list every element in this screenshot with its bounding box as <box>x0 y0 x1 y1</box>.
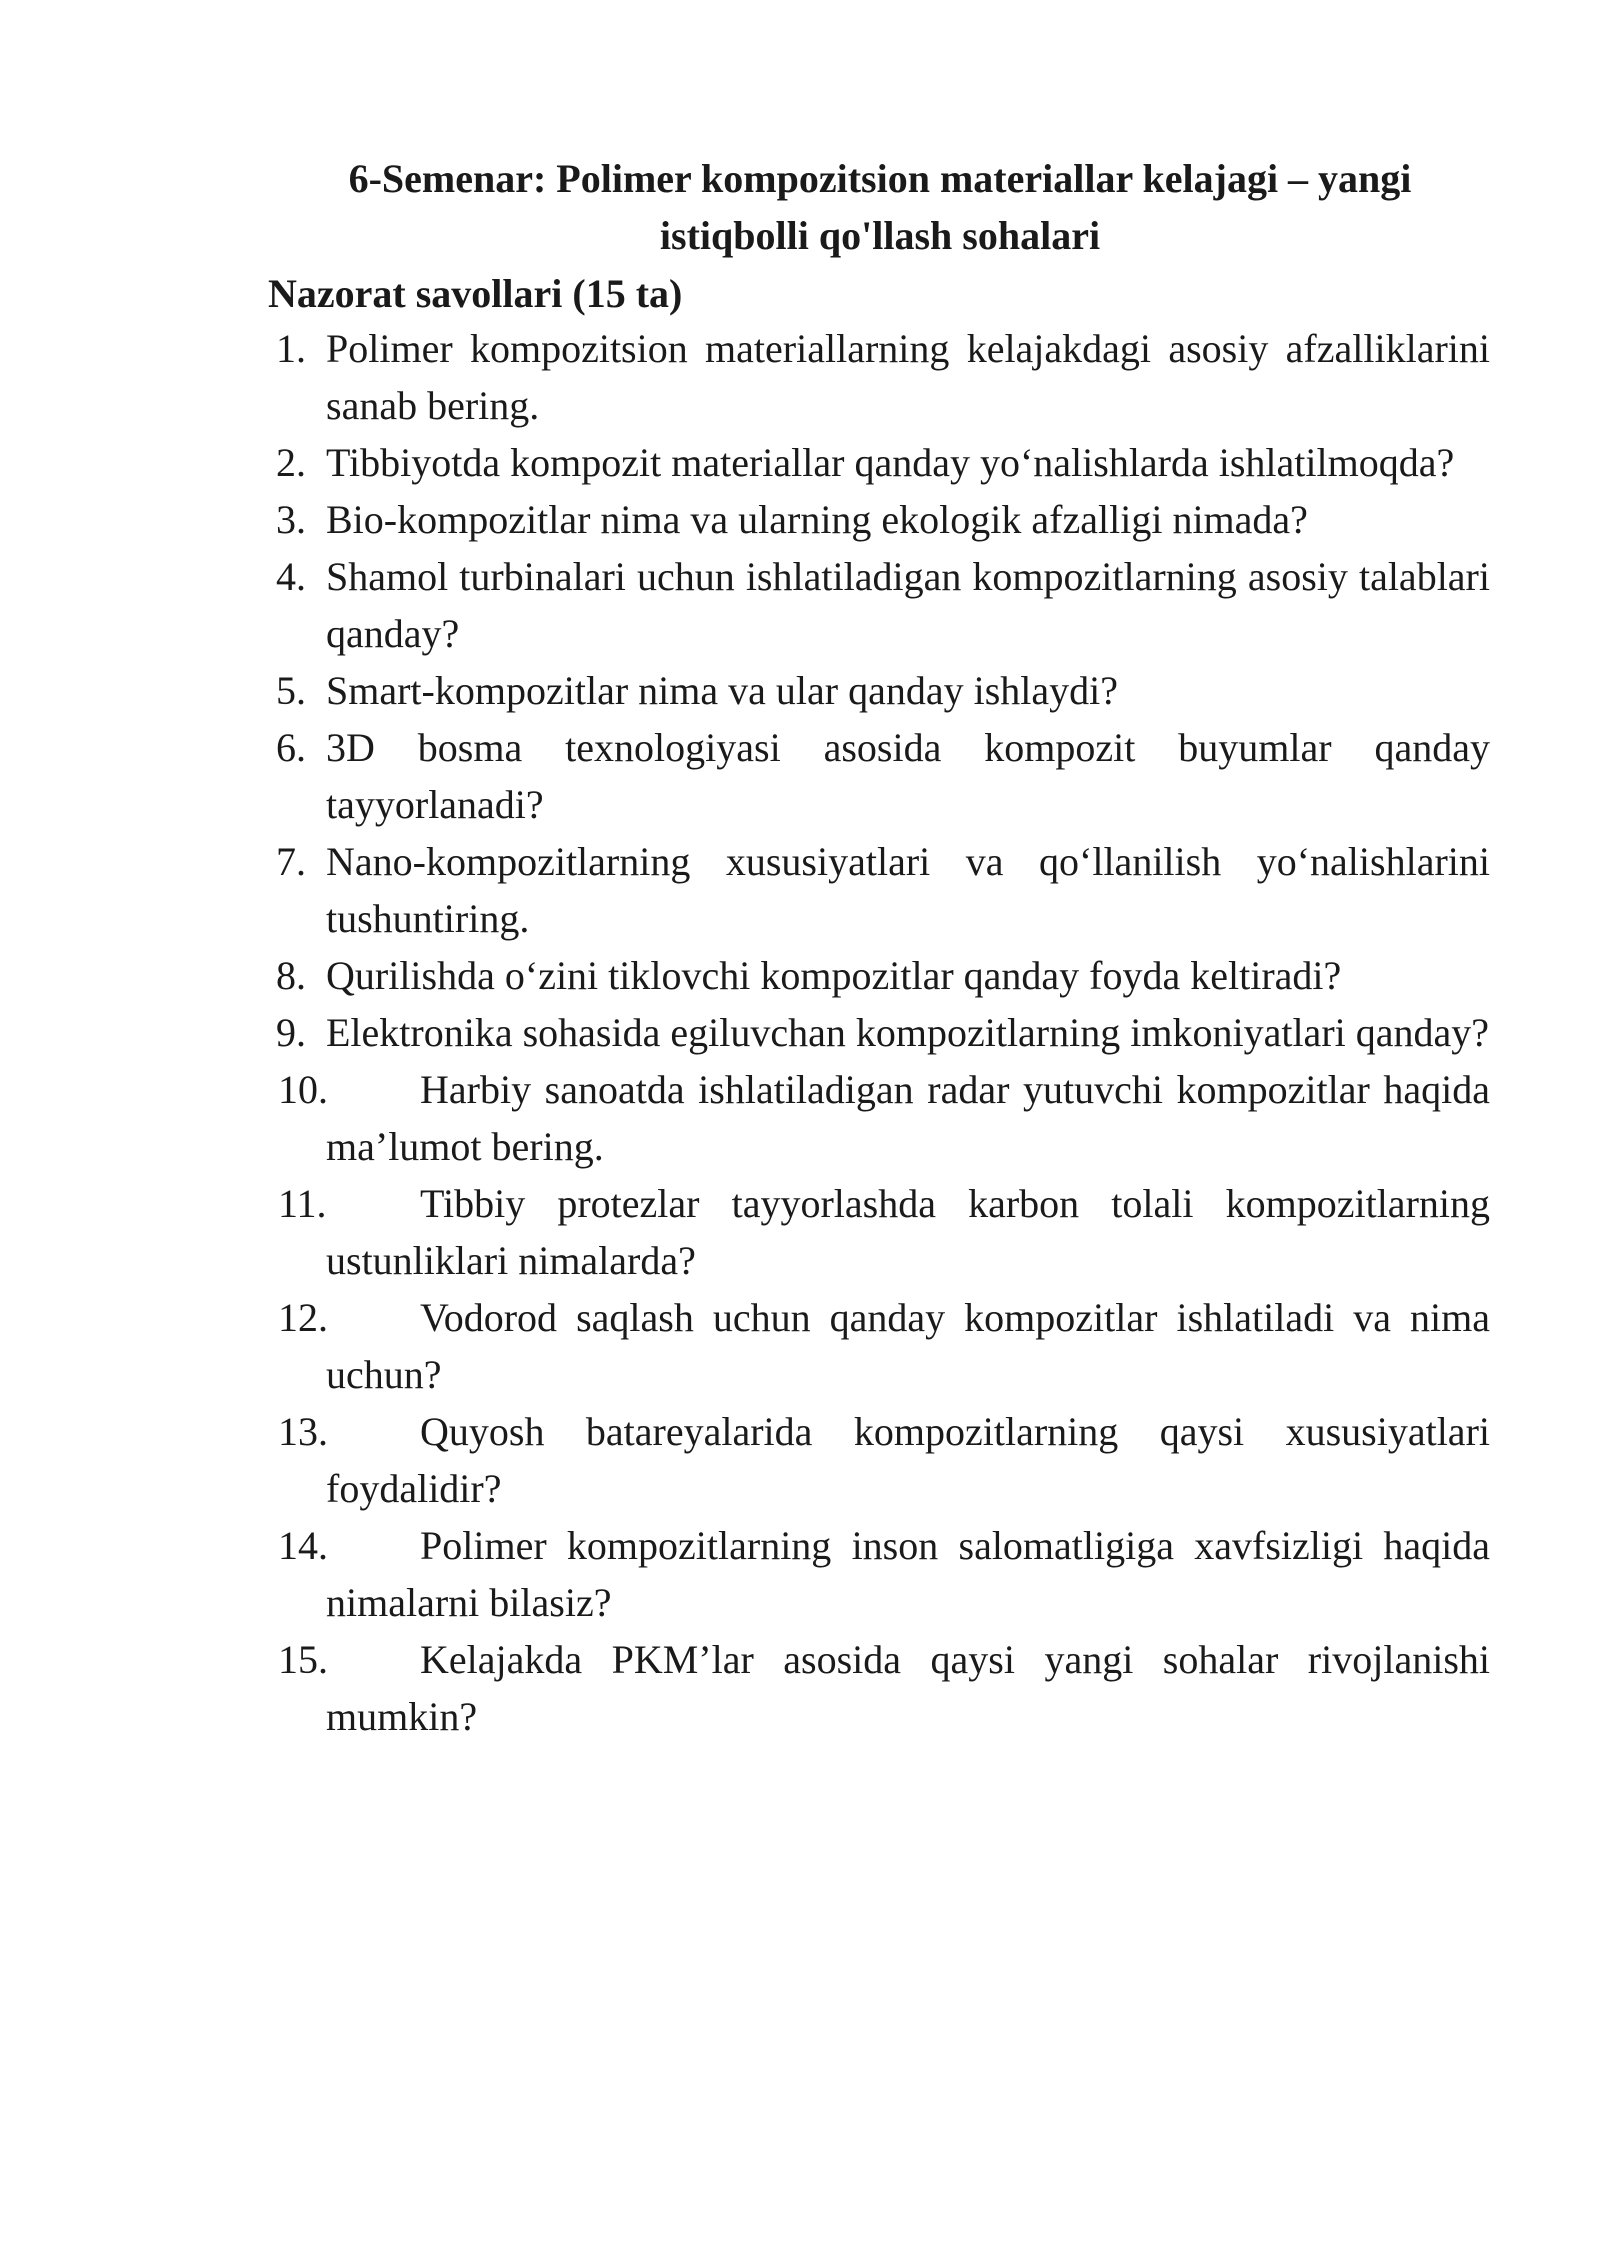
question-text: Qurilishda o‘zini tiklovchi kompozitlar qanday foyda keltiradi? <box>326 953 1342 998</box>
question-item <box>270 1289 1490 1403</box>
question-number: 14. <box>278 1523 328 1568</box>
question-text: Vodorod saqlash uchun qanday kompozitlar ishlatiladi va nima uchun? <box>326 1295 1490 1397</box>
question-item <box>270 1175 1490 1289</box>
question-number: 11. <box>278 1181 327 1226</box>
document-title: 6-Semenar: Polimer kompozitsion materiallar kelajagi – yangi istiqbolli qo'llash sohalari <box>348 156 1412 258</box>
question-number: 6. <box>276 725 306 770</box>
question-item <box>270 947 1490 1004</box>
question-text: Polimer kompozitsion materiallarning kelajakdagi asosiy afzalliklarini sanab bering. <box>326 326 1490 428</box>
question-item <box>270 1061 1490 1175</box>
question-item <box>270 1004 1490 1061</box>
question-text: Smart-kompozitlar nima va ular qanday ishlaydi? <box>326 668 1118 713</box>
question-text: 3D bosma texnologiyasi asosida kompozit buyumlar qanday tayyorlanadi? <box>326 725 1490 827</box>
question-text: Shamol turbinalari uchun ishlatiladigan kompozitlarning asosiy talablari qanday? <box>326 554 1490 656</box>
question-item <box>270 434 1490 491</box>
question-item <box>270 491 1490 548</box>
question-text: Harbiy sanoatda ishlatiladigan radar yutuvchi kompozitlar haqida ma’lumot bering. <box>326 1067 1490 1169</box>
question-number: 4. <box>276 554 306 599</box>
question-number: 5. <box>276 668 306 713</box>
question-text: Elektronika sohasida egiluvchan kompozitlarning imkoniyatlari qanday? <box>326 1010 1490 1055</box>
question-item <box>270 548 1490 662</box>
question-number: 7. <box>276 839 306 884</box>
question-number: 3. <box>276 497 306 542</box>
question-number: 2. <box>276 440 306 485</box>
questions-list <box>270 320 1490 1745</box>
question-item <box>270 662 1490 719</box>
question-item <box>270 1517 1490 1631</box>
question-number: 15. <box>278 1637 328 1682</box>
question-number: 13. <box>278 1409 328 1454</box>
question-text: Tibbiy protezlar tayyorlashda karbon tolali kompozitlarning ustunliklari nimalarda? <box>326 1181 1490 1283</box>
question-text: Polimer kompozitlarning inson salomatligiga xavfsizligi haqida nimalarni bilasiz? <box>326 1523 1490 1625</box>
question-number: 10. <box>278 1067 328 1112</box>
question-item <box>270 719 1490 833</box>
question-number: 1. <box>276 326 306 371</box>
question-item <box>270 320 1490 434</box>
question-text: Kelajakda PKM’lar asosida qaysi yangi sohalar rivojlanishi mumkin? <box>326 1637 1490 1739</box>
question-item <box>270 1631 1490 1745</box>
question-text: Quyosh batareyalarida kompozitlarning qaysi xususiyatlari foydalidir? <box>326 1409 1490 1511</box>
question-text: Bio-kompozitlar nima va ularning ekologik afzalligi nimada? <box>326 497 1308 542</box>
question-text: Nano-kompozitlarning xususiyatlari va qo‘llanilish yo‘nalishlarini tushuntiring. <box>326 839 1490 941</box>
question-item <box>270 1403 1490 1517</box>
question-item <box>270 833 1490 947</box>
question-number: 8. <box>276 953 306 998</box>
questions-heading: Nazorat savollari (15 ta) <box>268 271 683 316</box>
question-number: 12. <box>278 1295 328 1340</box>
question-text: Tibbiyotda kompozit materiallar qanday yo‘nalishlarda ishlatilmoqda? <box>326 440 1455 485</box>
question-number: 9. <box>276 1010 306 1055</box>
